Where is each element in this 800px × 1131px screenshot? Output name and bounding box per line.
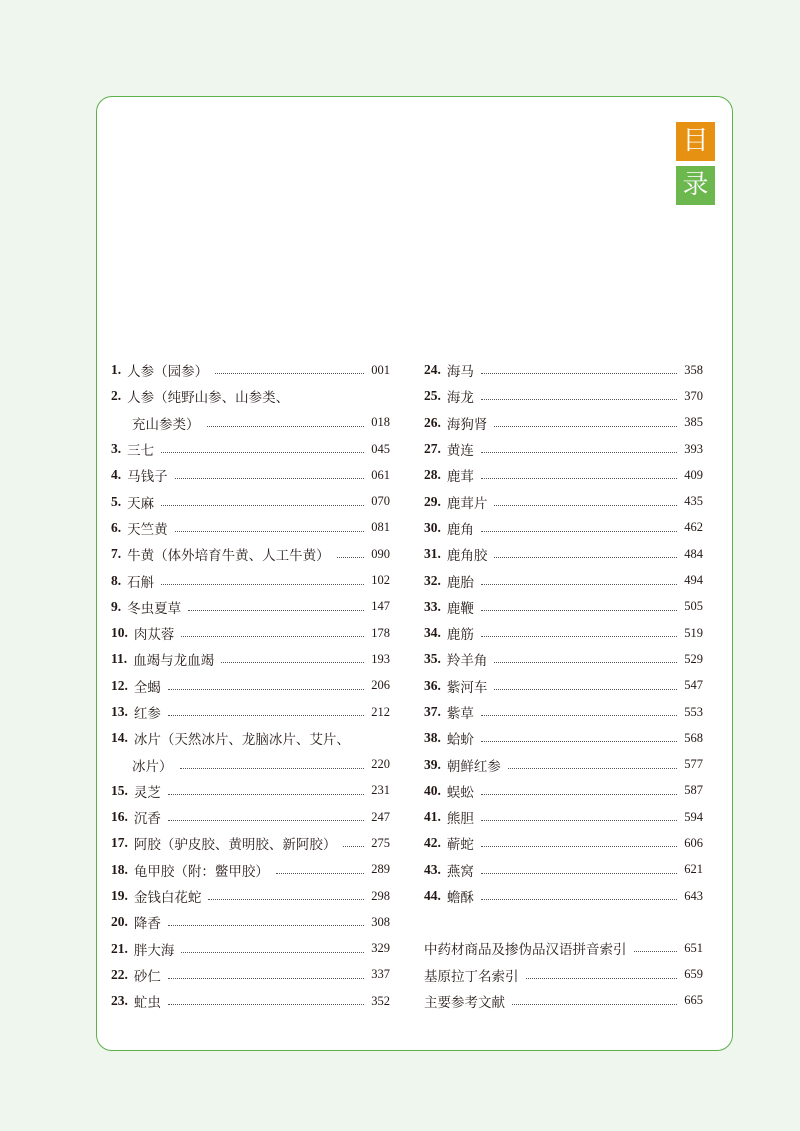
toc-entry[interactable] (111, 462, 390, 488)
entry-number: 2. (111, 388, 122, 404)
toc-entry[interactable] (111, 962, 390, 988)
entry-page-number: 606 (684, 835, 703, 850)
dot-leader (494, 556, 677, 558)
toc-entry[interactable] (424, 699, 703, 725)
entry-number: 5. (111, 493, 122, 509)
dot-leader (276, 872, 364, 874)
entry-title: 马钱子 (127, 469, 168, 486)
entry-page-number: 231 (371, 783, 390, 798)
entry-page-number: 193 (371, 651, 390, 666)
entry-number: 39. (424, 756, 441, 772)
dot-leader (168, 688, 364, 690)
entry-page-number: 484 (684, 546, 703, 561)
entry-title: 蜈蚣 (446, 784, 474, 801)
entry-title: 全蝎 (133, 679, 161, 696)
toc-entry[interactable] (111, 594, 390, 620)
entry-title: 燕窝 (446, 863, 474, 880)
entry-page-number: 547 (684, 678, 703, 693)
toc-entry[interactable] (424, 462, 703, 488)
entry-page-number: 577 (684, 757, 703, 772)
entry-number: 20. (111, 914, 128, 930)
entry-title: 鹿茸片 (446, 495, 488, 512)
entry-title: 红参 (133, 706, 161, 722)
toc-entry[interactable] (424, 488, 703, 514)
entry-title: 充山参类） (132, 416, 200, 433)
entry-title: 基原拉丁名索引 (424, 968, 519, 985)
entry-page-number: 337 (371, 967, 390, 982)
entry-title: 羚羊角 (446, 653, 488, 670)
entry-number: 9. (111, 598, 122, 614)
dot-leader (161, 451, 364, 453)
entry-page-number: 206 (371, 678, 390, 693)
entry-page-number: 393 (684, 441, 703, 456)
toc-entry[interactable] (111, 988, 390, 1014)
entry-title: 主要参考文献 (424, 994, 505, 1011)
dot-leader (481, 609, 677, 611)
entry-title: 人参（纯野山参、山参类、 (127, 390, 290, 407)
toc-title-char-2: 录 (676, 166, 715, 205)
dot-leader (215, 372, 364, 374)
entry-title: 天竺黄 (127, 521, 168, 538)
dot-leader (481, 898, 677, 900)
entry-number: 3. (111, 441, 122, 457)
entry-title: 黄连 (446, 443, 474, 460)
entry-page-number: 587 (684, 783, 703, 798)
entry-page-number: 409 (684, 467, 703, 482)
entry-title: 虻虫 (133, 995, 161, 1012)
toc-entry[interactable] (111, 857, 390, 883)
toc-entry[interactable] (424, 778, 703, 804)
entry-number: 14. (111, 730, 128, 746)
entry-title: 降香 (133, 916, 161, 933)
entry-number: 22. (111, 966, 128, 982)
toc-entry[interactable] (424, 357, 703, 383)
entry-title: 蕲蛇 (446, 837, 474, 854)
dot-leader (526, 977, 678, 979)
entry-page-number: 018 (371, 415, 390, 430)
dot-leader (634, 950, 678, 952)
dot-leader (494, 504, 677, 506)
dot-leader (175, 477, 365, 479)
entry-page-number: 045 (371, 441, 390, 456)
entry-number: 18. (111, 861, 128, 877)
toc-entry[interactable] (111, 567, 390, 593)
entry-number: 38. (424, 730, 441, 746)
entry-number: 7. (111, 546, 122, 562)
entry-title: 石斛 (127, 574, 155, 591)
dot-leader (168, 793, 364, 795)
dot-leader (208, 898, 364, 900)
toc-entry[interactable] (424, 988, 703, 1014)
entry-page-number: 519 (684, 625, 703, 640)
entry-number: 43. (424, 861, 441, 877)
toc-entry[interactable] (111, 436, 390, 462)
toc-entry[interactable] (111, 751, 390, 777)
entry-number: 19. (111, 888, 128, 904)
entry-number: 32. (424, 572, 441, 588)
entry-page-number: 178 (371, 625, 390, 640)
entry-page-number: 298 (371, 888, 390, 903)
entry-title: 鹿胎 (446, 574, 474, 591)
entry-number: 40. (424, 782, 441, 798)
toc-entry[interactable] (424, 673, 703, 699)
toc-entry[interactable] (424, 883, 703, 909)
entry-page-number: 665 (684, 993, 703, 1008)
dot-leader (161, 583, 364, 585)
entry-page-number: 308 (371, 914, 390, 929)
toc-entry[interactable] (424, 935, 703, 961)
dot-leader (168, 819, 364, 821)
entry-page-number: 651 (684, 940, 703, 955)
entry-number: 31. (424, 546, 441, 562)
dot-leader (168, 714, 364, 716)
dot-leader (481, 530, 677, 532)
toc-entry[interactable] (424, 857, 703, 883)
toc-entry[interactable] (111, 357, 390, 383)
entry-page-number: 594 (684, 809, 703, 824)
entry-page-number: 643 (684, 888, 703, 903)
entry-title: 金钱白花蛇 (133, 890, 202, 907)
entry-number: 13. (111, 704, 128, 719)
toc-entry[interactable] (424, 646, 703, 672)
dot-leader (494, 688, 677, 690)
entry-title: 胖大海 (133, 942, 175, 959)
toc-entry[interactable] (424, 515, 703, 541)
entry-title: 阿胶（驴皮胶、黄明胶、新阿胶） (133, 837, 337, 854)
toc-entry[interactable] (111, 909, 390, 935)
dot-leader (181, 635, 364, 637)
toc-entry[interactable] (424, 751, 703, 777)
toc-entry[interactable] (111, 410, 390, 436)
dot-leader (221, 661, 364, 663)
entry-page-number: 212 (371, 704, 390, 719)
entry-page-number: 352 (371, 993, 390, 1008)
entry-page-number: 247 (371, 809, 390, 824)
entry-number: 42. (424, 835, 441, 851)
entry-title: 天麻 (127, 495, 155, 512)
toc-entry[interactable] (424, 541, 703, 567)
dot-leader (481, 583, 677, 585)
dot-leader (481, 793, 677, 795)
dot-leader (512, 1003, 677, 1005)
toc-entry[interactable] (111, 725, 390, 751)
dot-leader (481, 819, 677, 821)
entry-title: 鹿角 (446, 521, 474, 538)
entry-title: 熊胆 (446, 811, 474, 828)
entry-number: 11. (111, 651, 128, 667)
dot-leader (481, 872, 677, 874)
entry-number: 8. (111, 572, 122, 588)
entry-title: 血竭与龙血竭 (133, 653, 215, 670)
toc-entry[interactable] (424, 804, 703, 830)
entry-number: 21. (111, 940, 128, 956)
toc-entry[interactable] (424, 830, 703, 856)
entry-page-number: 435 (684, 494, 703, 509)
entry-page-number: 289 (371, 862, 390, 877)
entry-title: 砂仁 (133, 968, 161, 985)
dot-leader (337, 556, 365, 558)
toc-right-column (424, 357, 703, 1014)
entry-number: 41. (424, 809, 441, 825)
toc-entry[interactable] (111, 936, 390, 962)
entry-number: 26. (424, 414, 441, 430)
toc-entry[interactable] (111, 883, 390, 909)
toc-left-column (111, 357, 390, 1014)
dot-leader (168, 977, 364, 979)
toc-entry[interactable] (111, 620, 390, 646)
entry-page-number: 568 (684, 730, 703, 745)
entry-page-number: 553 (684, 704, 703, 719)
entry-number: 24. (424, 362, 441, 378)
entry-title: 沉香 (133, 811, 161, 828)
entry-title: 鹿茸 (446, 469, 474, 486)
dot-leader (494, 661, 677, 663)
entry-number: 16. (111, 809, 128, 825)
entry-page-number: 529 (684, 651, 703, 666)
entry-number: 30. (424, 519, 441, 535)
entry-number: 10. (111, 625, 128, 641)
entry-number: 1. (111, 362, 122, 378)
toc-entry[interactable] (424, 594, 703, 620)
entry-number: 33. (424, 598, 441, 614)
entry-page-number: 385 (684, 415, 703, 430)
entry-title: 灵芝 (133, 784, 161, 801)
toc-entry[interactable] (424, 410, 703, 436)
dot-leader (481, 451, 677, 453)
entry-title: 蟾酥 (446, 890, 474, 907)
entry-page-number: 505 (684, 599, 703, 614)
entry-title: 肉苁蓉 (133, 627, 175, 644)
toc-entry[interactable] (111, 488, 390, 514)
entry-page-number: 462 (684, 520, 703, 535)
dot-leader (494, 425, 677, 427)
dot-leader (207, 425, 365, 427)
entry-number: 23. (111, 993, 128, 1009)
entry-title: 蛤蚧 (446, 732, 474, 749)
entry-number: 15. (111, 782, 128, 798)
entry-number: 36. (424, 677, 441, 693)
dot-leader (180, 767, 365, 769)
dot-leader (181, 951, 364, 953)
toc-title-char-1: 目 (676, 122, 715, 161)
toc-entry[interactable] (111, 541, 390, 567)
dot-leader (161, 504, 364, 506)
entry-title: 鹿筋 (446, 627, 474, 644)
dot-leader (481, 845, 677, 847)
entry-title: 牛黄（体外培育牛黄、人工牛黄） (127, 548, 330, 565)
toc-entry[interactable] (111, 804, 390, 830)
entry-number: 6. (111, 519, 122, 535)
dot-leader (481, 398, 677, 400)
entry-page-number: 358 (684, 362, 703, 377)
entry-page-number: 494 (684, 573, 703, 588)
entry-page-number: 090 (371, 546, 390, 561)
entry-number: 44. (424, 888, 441, 904)
dot-leader (481, 740, 677, 742)
entry-page-number: 001 (371, 362, 390, 377)
dot-leader (481, 372, 677, 374)
entry-title: 海龙 (446, 390, 474, 407)
entry-title: 鹿角胶 (446, 548, 488, 565)
toc-entry[interactable] (424, 962, 703, 988)
entry-page-number: 070 (371, 494, 390, 509)
dot-leader (168, 1003, 364, 1005)
toc-entry[interactable] (424, 436, 703, 462)
dot-leader (481, 635, 677, 637)
toc-entry[interactable] (111, 699, 390, 725)
entry-number: 25. (424, 388, 441, 404)
entry-title: 冰片） (132, 758, 173, 775)
dot-leader (343, 845, 364, 847)
entry-number: 4. (111, 467, 122, 483)
entry-page-number: 102 (371, 573, 390, 588)
entry-title: 龟甲胶（附：鳖甲胶） (133, 863, 269, 880)
toc-entry[interactable] (424, 567, 703, 593)
entry-title: 人参（园参） (127, 364, 209, 381)
dot-leader (168, 924, 364, 926)
dot-leader (188, 609, 364, 611)
entry-number: 29. (424, 493, 441, 509)
entry-title: 海狗肾 (446, 416, 488, 433)
entry-number: 35. (424, 651, 441, 667)
entry-page-number: 621 (684, 862, 703, 877)
entry-title: 冬虫夏草 (127, 600, 182, 617)
entry-page-number: 220 (371, 757, 390, 772)
dot-leader (481, 714, 677, 716)
entry-number: 34. (424, 625, 441, 641)
entry-title: 紫河车 (446, 679, 488, 696)
entry-number: 12. (111, 677, 128, 693)
entry-page-number: 275 (371, 835, 390, 850)
entry-page-number: 061 (371, 467, 390, 482)
entry-title: 朝鲜红参 (446, 758, 501, 775)
entry-title: 鹿鞭 (446, 600, 474, 617)
toc-entry[interactable] (111, 383, 390, 409)
entry-number: 28. (424, 467, 441, 483)
section-gap (424, 909, 703, 935)
toc-entry[interactable] (424, 620, 703, 646)
entry-page-number: 147 (371, 599, 390, 614)
entry-page-number: 329 (371, 941, 390, 956)
entry-title: 中药材商品及掺伪品汉语拼音索引 (424, 942, 627, 959)
entry-number: 17. (111, 835, 128, 851)
toc-entry[interactable] (111, 778, 390, 804)
entry-number: 27. (424, 441, 441, 457)
entry-number: 37. (424, 704, 441, 719)
dot-leader (175, 530, 365, 532)
toc-entry[interactable] (111, 830, 390, 856)
entry-title: 紫草 (446, 706, 474, 722)
toc-entry[interactable] (424, 383, 703, 409)
toc-entry[interactable] (424, 725, 703, 751)
toc-entry[interactable] (111, 646, 390, 672)
toc-entry[interactable] (111, 673, 390, 699)
entry-page-number: 370 (684, 388, 703, 403)
entry-title: 冰片（天然冰片、龙脑冰片、艾片、 (133, 732, 350, 749)
entry-title: 三七 (127, 443, 155, 460)
entry-page-number: 659 (684, 967, 703, 982)
dot-leader (481, 477, 677, 479)
dot-leader (508, 767, 677, 769)
toc-entry[interactable] (111, 515, 390, 541)
entry-title: 海马 (446, 364, 474, 381)
entry-page-number: 081 (371, 520, 390, 535)
